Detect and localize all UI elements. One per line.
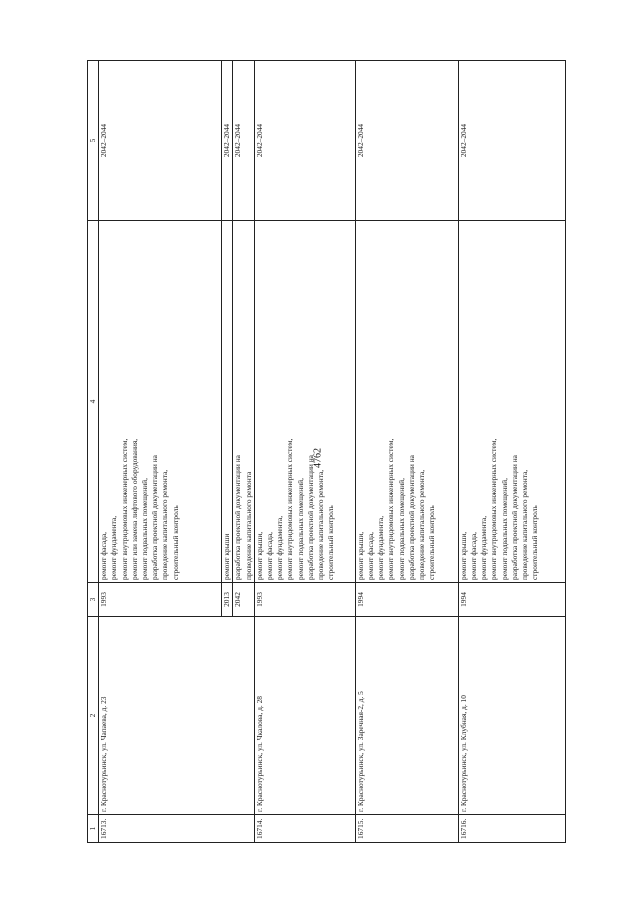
work-item: проведение капитального ремонта, [520,469,530,580]
column-number-2: 2 [88,617,99,815]
row-period: 2042–2044 [458,61,565,221]
work-item: разработка проектной документации на [150,455,160,580]
work-item: ремонт подвальных помещений, [396,478,406,580]
column-number-3: 3 [88,583,99,617]
row-number: 16715. [355,815,458,843]
work-item: ремонт крыши, [355,531,365,580]
repair-schedule-table [87,60,566,843]
address-text: г. Краснотурьинск, ул. Чкалова, д. 28 [254,696,264,812]
work-item: ремонт крыши, [458,531,468,580]
row-period: 2042–2044 [99,61,222,221]
work-item: разработка проектной документации на [406,455,416,580]
subrow-period: 2042–2044 [233,61,254,221]
work-item: ремонт фундамента, [376,515,386,580]
row-year: 1994 [458,583,565,617]
table-row [99,61,222,843]
row-period: 2042–2044 [355,61,458,221]
work-item: разработка проектной документации на [509,455,519,580]
work-item: ремонт внутридомовых инженерных систем, [386,438,396,580]
work-item: проведение капитального ремонта, [417,469,427,580]
work-item: ремонт фундамента, [109,515,119,580]
work-item: ремонт подвальных помещений, [140,478,150,580]
column-number-row [88,61,99,843]
work-item: ремонт подвальных помещений, [295,478,305,580]
work-item: ремонт внутридомовых инженерных систем, [489,438,499,580]
row-address [355,617,458,815]
row-number: 16716. [458,815,565,843]
address-text: г. Краснотурьинск, ул. Чапаева, д. 23 [99,696,109,812]
work-item: ремонт крыши, [254,531,264,580]
column-number-5: 5 [88,61,99,221]
work-item: разработка проектной документации на [233,455,243,580]
work-item: строительный контроль [530,505,540,580]
row-address [99,617,255,815]
work-item: проведение капитального ремонта, [316,469,326,580]
subrow-year: 2013 [222,583,233,617]
work-item: строительный контроль [427,505,437,580]
work-item: строительный контроль [326,505,336,580]
column-number-1: 1 [88,815,99,843]
row-period: 2042–2044 [254,61,355,221]
row-year: 1994 [355,583,458,617]
work-item: ремонт фундамента, [479,515,489,580]
row-works [254,221,355,583]
work-item: ремонт фасада, [469,532,479,580]
row-address [254,617,355,815]
subrow-works [222,221,233,583]
table-row [458,61,565,843]
row-works [355,221,458,583]
work-item: ремонт подвальных помещений, [499,478,509,580]
row-works [99,221,222,583]
table-row [254,61,355,843]
work-item: ремонт фасада, [265,532,275,580]
page-number: 4762 [312,448,324,468]
work-item: проведение капитального ремонта [243,471,253,580]
column-number-4: 4 [88,221,99,583]
row-year: 1993 [254,583,355,617]
address-text: г. Краснотурьинск, ул. Клубная, д. 10 [458,695,468,812]
work-item: разработка проектной документации на [305,455,315,580]
work-item: ремонт внутридомовых инженерных систем, [285,438,295,580]
address-text: г. Краснотурьинск, ул. Заречная-2, д. 5 [355,691,365,812]
work-item: ремонт фасада, [366,532,376,580]
work-item: ремонт фасада, [99,532,109,580]
work-item: ремонт фундамента, [275,515,285,580]
subrow-works [233,221,254,583]
work-item: строительный контроль [170,505,180,580]
row-works [458,221,565,583]
work-item: ремонт крыши [222,533,232,580]
row-address [458,617,565,815]
row-number: 16713. [99,815,255,843]
subrow-year: 2042 [233,583,254,617]
row-year: 1993 [99,583,222,617]
work-item: ремонт внутридомовых инженерных систем, [119,438,129,580]
repair-schedule-table-frame [87,61,552,843]
work-item: проведение капитального ремонта, [160,469,170,580]
subrow-period: 2042–2044 [222,61,233,221]
work-item: ремонт или замена лифтового оборудования, [129,438,139,580]
row-number: 16714. [254,815,355,843]
table-row [355,61,458,843]
